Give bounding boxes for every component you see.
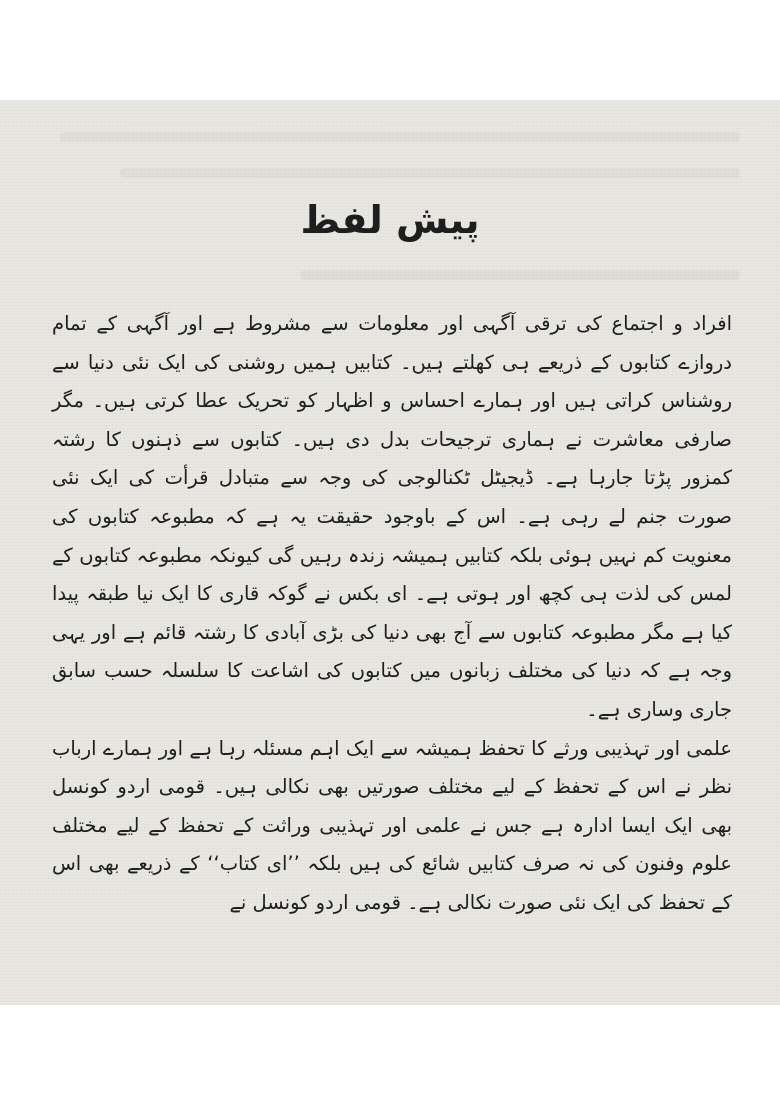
show-through-text-line: [300, 270, 740, 280]
page-title: پیش لفظ: [300, 198, 480, 242]
body-text: [52, 305, 732, 923]
paragraph-1: افراد و اجتماع کی ترقی آگہی اور معلومات سے مشروط ہے اور آگہی کے تمام دروازے کتابوں کے ذریعے ہی کھلتے ہیں۔ کتابیں ہمیں روشنی کی ایک نئی دنیا سے روشناس کراتی ہیں اور ہمارے احساس و اظہار کو تحریک عطا کرتی ہیں۔ مگر صارفی معاشرت نے ہماری ترجیحات بدل دی ہیں۔ کتابوں سے ذہنوں کا رشتہ کمزور پڑتا جارہا ہے۔ ڈیجیٹل ٹکنالوجی کی وجہ سے متبادل قرأت کی ایک نئی صورت جنم لے رہی ہے۔ اس کے باوجود حقیقت یہ ہے کہ مطبوعہ کتابوں کی معنویت کم نہیں ہوئی بلکہ کتابیں ہمیشہ زندہ رہیں گی کیونکہ مطبوعہ کتابوں کے لمس کی لذت ہی کچھ اور ہوتی ہے۔ ای بکس نے گوکہ قاری کا ایک نیا طبقہ پیدا کیا ہے مگر مطبوعہ کتابوں سے آج بھی دنیا کی بڑی آبادی کا رشتہ قائم ہے اور یہی وجہ ہے کہ دنیا کی مختلف زبانوں میں کتابوں کی اشاعت کا سلسلہ حسب سابق جاری وساری ہے۔: [52, 312, 732, 721]
show-through-text-line: [120, 168, 740, 178]
show-through-text-line: [60, 132, 740, 142]
paragraph-2: علمی اور تہذیبی ورثے کا تحفظ ہمیشہ سے ایک اہم مسئلہ رہا ہے اور ہمارے ارباب نظر نے اس کے تحفظ کے لیے مختلف صورتیں بھی نکالی ہیں۔ قومی اردو کونسل بھی ایک ایسا ادارہ ہے جس نے علمی اور تہذیبی وراثت کے تحفظ کے لیے مختلف علوم وفنون کی نہ صرف کتابیں شائع کی ہیں بلکہ ’’ای کتاب‘‘ کے ذریعے بھی اس کے تحفظ کی ایک نئی صورت نکالی ہے۔ قومی اردو کونسل نے: [52, 736, 732, 914]
document-page: [0, 100, 780, 1005]
